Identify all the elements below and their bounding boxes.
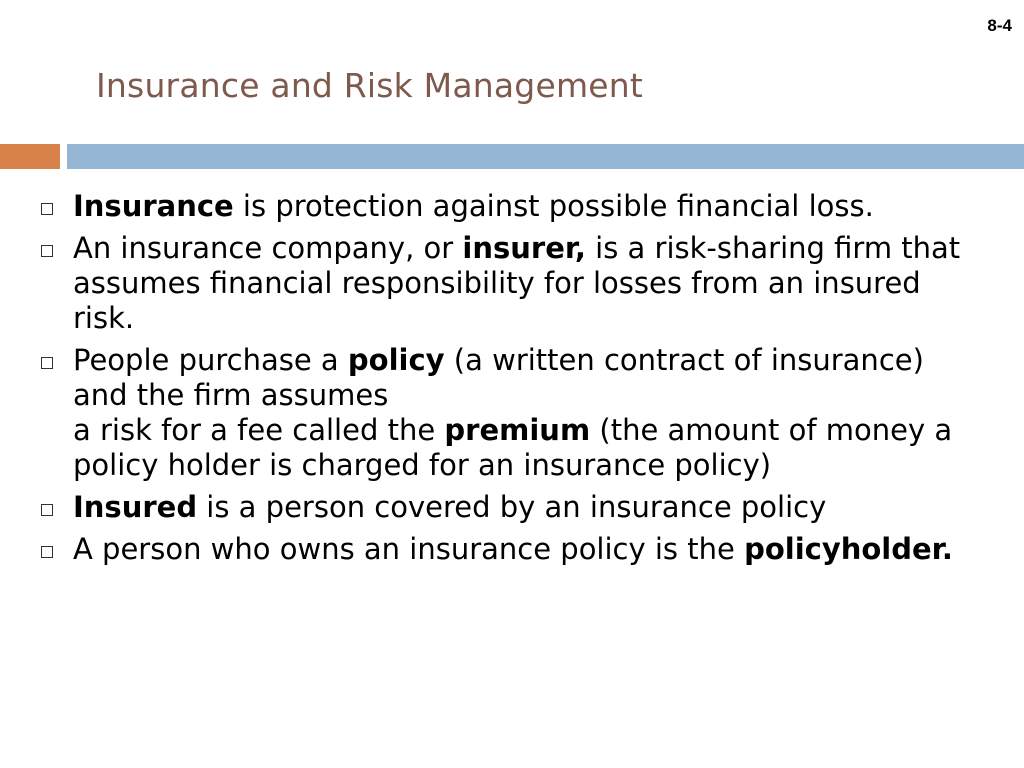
accent-bar-orange bbox=[0, 144, 60, 169]
bullet-term: Insured bbox=[73, 490, 198, 524]
square-bullet-icon bbox=[41, 504, 53, 516]
slide-title: Insurance and Risk Management bbox=[96, 66, 644, 105]
bullet-segment: (the amount of money a policy holder is charged for an insurance policy) bbox=[73, 413, 953, 482]
bullet-segment: A person who owns an insurance policy is the bbox=[73, 532, 745, 566]
bullet-segment: is protection against possible financial loss. bbox=[233, 189, 874, 223]
bullet-segment: is a person covered by an insurance policy bbox=[197, 490, 827, 524]
square-bullet-icon bbox=[41, 357, 53, 369]
square-bullet-icon bbox=[41, 203, 53, 215]
bullet-segment: An insurance company, or bbox=[73, 231, 463, 265]
bullet-term: policy bbox=[347, 343, 445, 377]
square-bullet-icon bbox=[41, 245, 53, 257]
bullet-segment: is a risk-sharing firm that assumes financial responsibility for losses from an insured risk. bbox=[73, 231, 961, 335]
bullet-segment: People purchase a bbox=[73, 343, 348, 377]
bullet-term: insurer, bbox=[462, 231, 586, 265]
bullet-term: premium bbox=[444, 413, 591, 447]
bullet-text bbox=[73, 490, 826, 524]
bullet-item bbox=[40, 231, 970, 336]
bullet-item bbox=[40, 343, 970, 483]
bullet-list bbox=[40, 189, 970, 574]
bullet-text bbox=[73, 189, 874, 223]
bullet-text bbox=[73, 231, 960, 335]
bullet-segment: a risk for a fee called the bbox=[73, 413, 445, 447]
square-bullet-icon bbox=[41, 546, 53, 558]
accent-bar-blue bbox=[67, 144, 1024, 169]
bullet-item bbox=[40, 532, 970, 567]
bullet-text bbox=[73, 343, 952, 482]
bullet-term: Insurance bbox=[73, 189, 234, 223]
bullet-item bbox=[40, 189, 970, 224]
bullet-segment: (a written contract of insurance) and the firm assumes bbox=[73, 343, 924, 412]
slide-number: 8-4 bbox=[987, 16, 1012, 35]
bullet-text bbox=[73, 532, 953, 566]
bullet-item bbox=[40, 490, 970, 525]
bullet-term: policyholder. bbox=[744, 532, 953, 566]
